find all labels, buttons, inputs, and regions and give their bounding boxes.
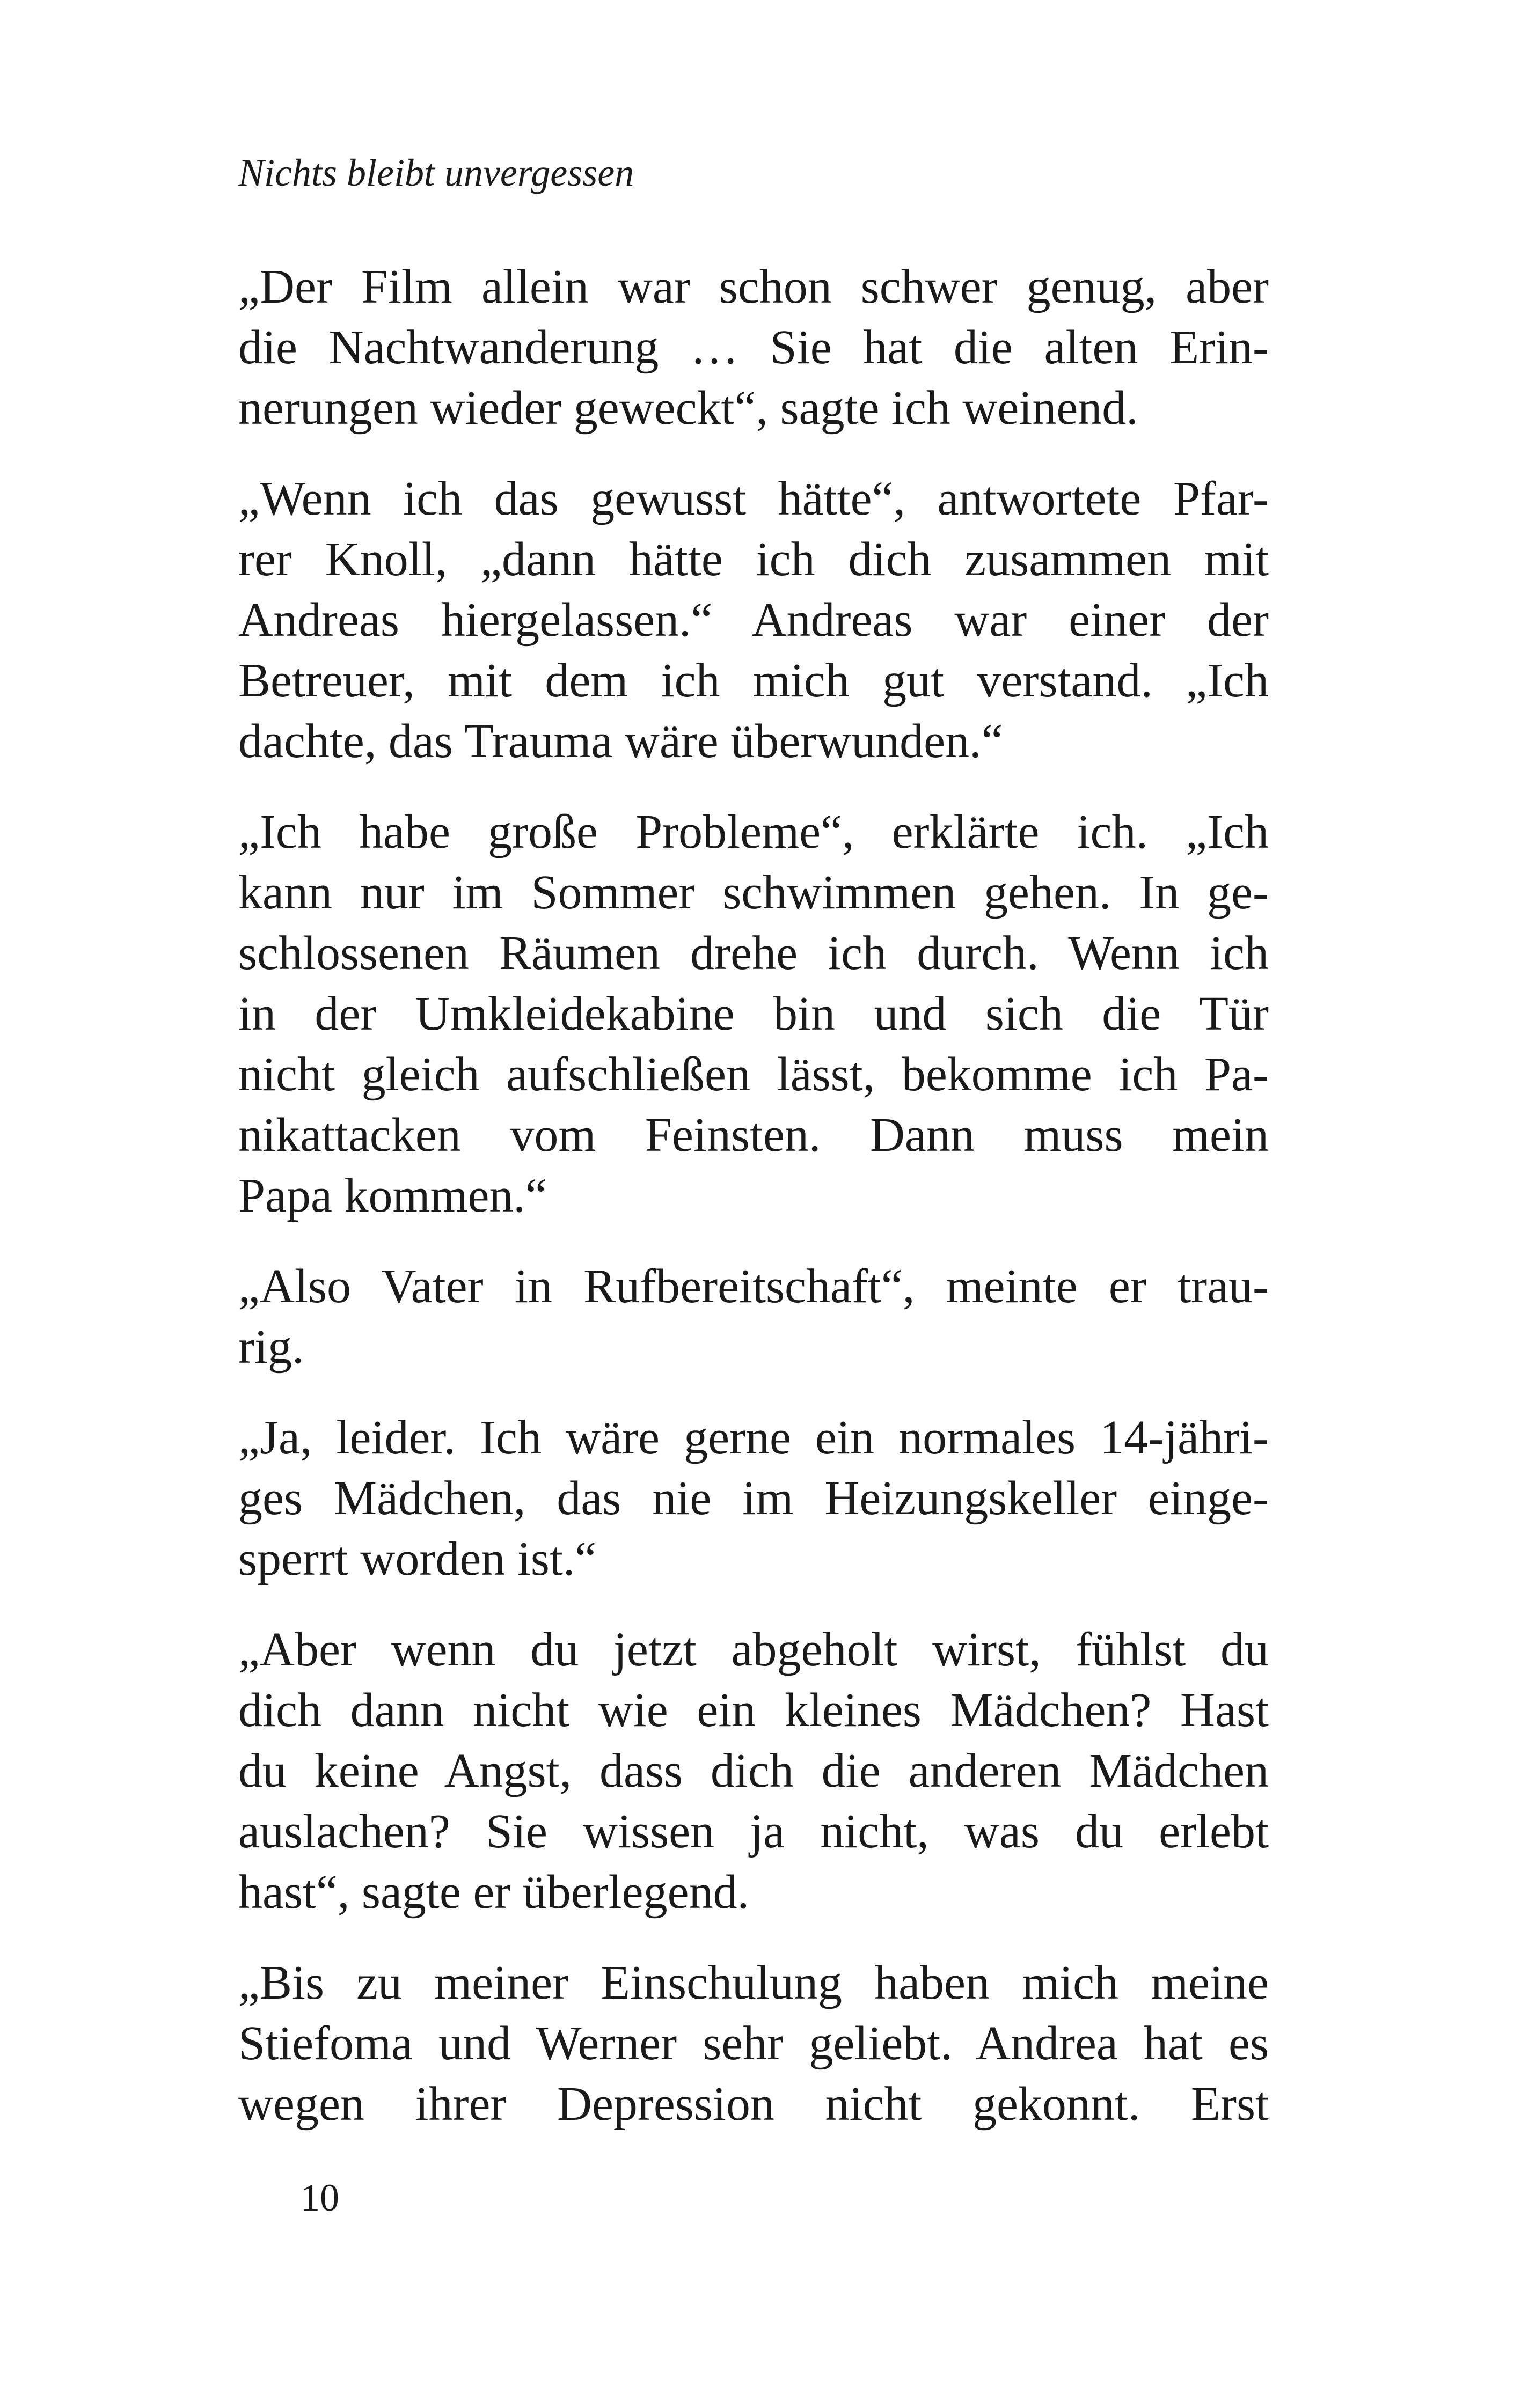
page-number: 10 — [301, 2176, 339, 2219]
text-line: dich dann nicht wie ein kleines Mädchen? Hast — [238, 1684, 1269, 1737]
text-line: „Der Film allein war schon schwer genug, aber — [238, 260, 1269, 313]
text-line: du keine Angst, dass dich die anderen Mädchen — [238, 1744, 1269, 1797]
paragraph — [238, 1952, 1269, 2134]
text-line: nikattacken vom Feinsten. Dann muss mein — [238, 1108, 1269, 1162]
paragraph — [238, 1619, 1269, 1922]
text-line: in der Umkleidekabine bin und sich die Tür — [238, 987, 1269, 1040]
paragraph — [238, 1256, 1269, 1377]
text-line: wegen ihrer Depression nicht gekonnt. Erst — [238, 2077, 1269, 2131]
text-line: rer Knoll, „dann hätte ich dich zusammen mit — [238, 533, 1269, 586]
text-line: rig. — [238, 1320, 304, 1374]
text-line: „Also Vater in Rufbereitschaft“, meinte er trau- — [238, 1260, 1269, 1313]
text-line: nerungen wieder geweckt“, sagte ich weinend. — [238, 381, 1138, 435]
running-head-title: Nichts bleibt unvergessen — [238, 151, 634, 194]
text-line: „Aber wenn du jetzt abgeholt wirst, fühlst du — [238, 1623, 1269, 1676]
paragraph — [238, 1407, 1269, 1589]
paragraph — [238, 256, 1269, 438]
text-line: ges Mädchen, das nie im Heizungskeller einge- — [238, 1472, 1269, 1525]
body-text — [238, 256, 1269, 2164]
text-line: schlossenen Räumen drehe ich durch. Wenn ich — [238, 927, 1269, 980]
text-line: „Wenn ich das gewusst hätte“, antwortete Pfar- — [238, 472, 1269, 525]
text-line: Betreuer, mit dem ich mich gut verstand. „Ich — [238, 654, 1269, 707]
text-line: Stiefoma und Werner sehr geliebt. Andrea hat es — [238, 2017, 1269, 2070]
text-line: hast“, sagte er überlegend. — [238, 1866, 750, 1919]
text-line: „Ja, leider. Ich wäre gerne ein normales 14-jähri- — [238, 1411, 1269, 1464]
text-line: „Bis zu meiner Einschulung haben mich meine — [238, 1956, 1269, 2009]
paragraph — [238, 468, 1269, 772]
text-line: auslachen? Sie wissen ja nicht, was du erlebt — [238, 1805, 1269, 1858]
text-line: Papa kommen.“ — [238, 1169, 547, 1222]
paragraph — [238, 802, 1269, 1226]
text-line: dachte, das Trauma wäre überwunden.“ — [238, 715, 1003, 768]
text-line: kann nur im Sommer schwimmen gehen. In ge- — [238, 866, 1269, 919]
text-line: „Ich habe große Probleme“, erklärte ich. „Ich — [238, 805, 1269, 858]
text-line: nicht gleich aufschließen lässt, bekomme ich Pa- — [238, 1048, 1269, 1101]
text-line: sperrt worden ist.“ — [238, 1532, 597, 1585]
text-line: Andreas hiergelassen.“ Andreas war einer der — [238, 593, 1269, 647]
text-line: die Nachtwanderung … Sie hat die alten Erin- — [238, 321, 1269, 374]
